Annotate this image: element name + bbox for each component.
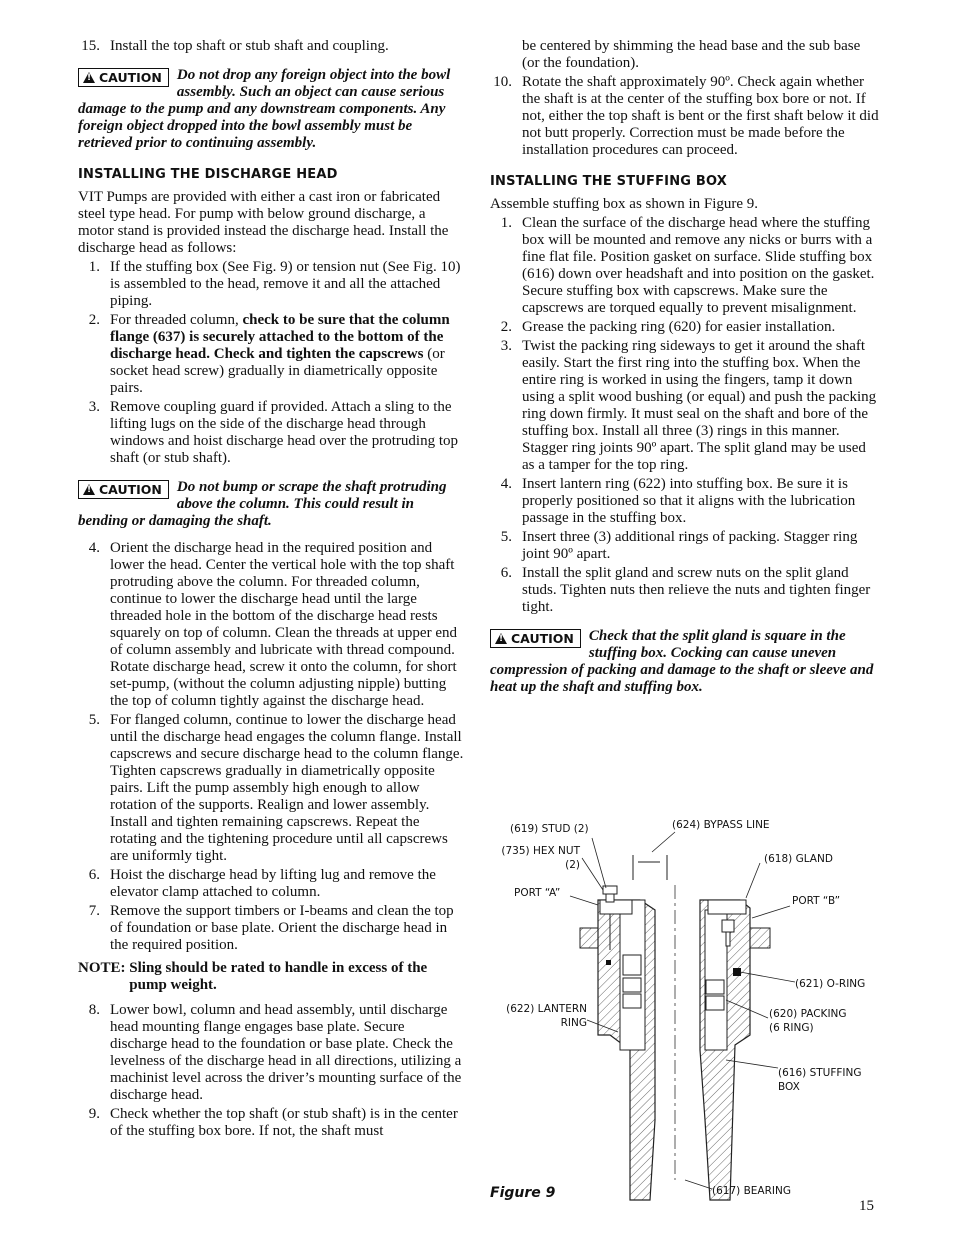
discharge-steps-b bbox=[78, 540, 464, 954]
step-number: 5. bbox=[500, 529, 512, 545]
label-bearing: (617) BEARING bbox=[712, 1185, 791, 1197]
list-item bbox=[78, 867, 464, 901]
list-item bbox=[78, 399, 464, 467]
label-o-ring: (621) O-RING bbox=[795, 978, 866, 990]
list-item bbox=[490, 476, 880, 527]
left-section bbox=[580, 886, 655, 1200]
step-number: 3. bbox=[500, 338, 512, 354]
discharge-steps-c bbox=[78, 1002, 464, 1140]
caution-badge: ! CAUTION bbox=[78, 480, 169, 499]
step-number: 9. bbox=[88, 1106, 100, 1122]
right-column bbox=[490, 38, 880, 706]
label-bypass-line: (624) BYPASS LINE bbox=[672, 819, 770, 831]
step-9-continued bbox=[490, 38, 880, 72]
label-stud: (619) STUD (2) bbox=[510, 823, 589, 835]
step-text: Twist the packing ring sideways to get it around the shaft easily. Start the first ring into the stuffing box. When the entire ring is worked in using the fingers, tamp it down using a split wood bushing (or equal) and push the packing ring down firmly. It must seal on the shaft and bore of the stuffing box. Install all three (3) rings in this manner. Stagger ring joints 90º apart. The split gland may be used as a tamper for the top ring. bbox=[522, 338, 877, 473]
list-item bbox=[490, 338, 880, 474]
list-item bbox=[490, 215, 880, 317]
step-text: For flanged column, continue to lower the discharge head until the discharge head engages the column flange. Install capscrews and secure discharge head to the column flange. Tighten capscrews gradually in diametrically opposite pairs. Lift the pump assembly high enough to allow rotation of the supports. Realign and lower assembly. Install and tighten remaining capscrews. Repeat the rotating and the tightening procedure until all capscrews are uniformly tight. bbox=[110, 712, 464, 864]
step-number: 15. bbox=[81, 38, 100, 54]
step-text: Insert three (3) additional rings of packing. Stagger ring joint 90º apart. bbox=[522, 529, 858, 562]
list-item bbox=[78, 312, 464, 397]
discharge-steps-a bbox=[78, 259, 464, 467]
section-heading-discharge: INSTALLING THE DISCHARGE HEAD bbox=[78, 167, 338, 182]
caution-text: Check that the split gland is square in the stuffing box. Cocking can cause uneven compression of packing and damage to the shaft or sleeve and heat up the shaft and stuffing box. bbox=[490, 628, 874, 695]
label-lantern-ring: (622) LANTERN RING bbox=[506, 1003, 587, 1029]
step-text: Rotate the shaft approximately 90º. Check again whether the shaft is at the center of the stuffing box bore or not. If not, either the top shaft is bent or the first shaft below it did not butt properly. Correction must be made before the installation procedures can proceed. bbox=[522, 74, 879, 158]
step-text: Hoist the discharge head by lifting lug and remove the elevator clamp attached to column. bbox=[110, 867, 436, 900]
label-hex-nut: (735) HEX NUT (2) bbox=[501, 845, 580, 871]
step-number: 1. bbox=[88, 259, 100, 275]
step-text: If the stuffing box (See Fig. 9) or tension nut (See Fig. 10) is assembled to the head, remove it and all the attached piping. bbox=[110, 259, 461, 309]
list-item bbox=[490, 529, 880, 563]
step-number: 6. bbox=[88, 867, 100, 883]
list-item bbox=[490, 319, 880, 336]
label-port-b: PORT “B” bbox=[792, 895, 841, 907]
figure-9 bbox=[490, 800, 890, 1210]
step-text: Grease the packing ring (620) for easier installation. bbox=[522, 319, 836, 335]
step-number: 2. bbox=[500, 319, 512, 335]
step-number: 4. bbox=[500, 476, 512, 492]
right-section bbox=[700, 900, 770, 1200]
list-item bbox=[490, 565, 880, 616]
step-text: Lower bowl, column and head assembly, until discharge head mounting flange engages base plate. Secure discharge head to the foundation or base plate. Check the levelness of the discharge head in all directions, utilizing a machinist level across the driver’s mounting surface of the discharge head. bbox=[110, 1002, 462, 1103]
caution-text: Do not bump or scrape the shaft protruding above the column. This could result in bending or damaging the shaft. bbox=[78, 479, 447, 529]
step-number: 8. bbox=[88, 1002, 100, 1018]
list-item bbox=[78, 259, 464, 310]
step-number: 2. bbox=[88, 312, 100, 328]
figure-caption: Figure 9 bbox=[490, 1185, 556, 1201]
step-10 bbox=[490, 74, 880, 159]
caution-note-1 bbox=[78, 67, 464, 152]
step-number: 10. bbox=[493, 74, 512, 90]
caution-note-2 bbox=[78, 479, 464, 530]
stuffing-intro: Assemble stuffing box as shown in Figure 9. bbox=[490, 196, 759, 212]
label-packing: (620) PACKING (6 RING) bbox=[769, 1008, 847, 1034]
step-text: Install the split gland and screw nuts on the split gland studs. Tighten nuts then relieve the nuts and tighten finger tight. bbox=[522, 565, 871, 615]
step-number: 3. bbox=[88, 399, 100, 415]
warning-icon bbox=[495, 633, 507, 644]
list-item bbox=[78, 1002, 464, 1104]
section-heading-stuffing: INSTALLING THE STUFFING BOX bbox=[490, 174, 728, 189]
note-text: Sling should be rated to handle in excess of the pump weight. bbox=[129, 960, 428, 993]
step-number: 5. bbox=[88, 712, 100, 728]
step-text: Insert lantern ring (622) into stuffing box. Be sure it is properly positioned so that it aligns with the lubrication passage in the stuffing box. bbox=[522, 476, 856, 526]
step-15 bbox=[78, 38, 464, 55]
list-item bbox=[78, 903, 464, 954]
step-text: Install the top shaft or stub shaft and coupling. bbox=[110, 38, 389, 54]
step-number: 4. bbox=[88, 540, 100, 556]
caution-text: Do not drop any foreign object into the bowl assembly. Such an object can cause serious damage to the pump and any downstream components. Any foreign object dropped into the bowl assembly must be retrieved prior to continuing assembly. bbox=[78, 67, 451, 151]
label-gland: (618) GLAND bbox=[764, 853, 833, 865]
step-text: Orient the discharge head in the required position and lower the head. Center the vertical hole with the top shaft protruding above the column. For threaded column, continue to lower the discharge head until the large threaded hole in the bottom of the discharge head rests squarely on top of column. Clean the threads at upper end of column assembly and lubricate with thread compound. Rotate discharge head, screw it onto the column, for short set-pump, (without the column adjusting nipple) butting the top of column tightly against the discharge head. bbox=[110, 540, 457, 709]
caution-badge: ! CAUTION bbox=[490, 629, 581, 648]
list-item bbox=[78, 1106, 464, 1140]
list-item bbox=[78, 540, 464, 710]
step-number: 6. bbox=[500, 565, 512, 581]
step-text: Check whether the top shaft (or stub shaft) is in the center of the stuffing box bore. If not, the shaft must bbox=[110, 1106, 458, 1139]
step-number: 7. bbox=[88, 903, 100, 919]
discharge-intro: VIT Pumps are provided with either a cast iron or fabricated steel type head. For pump with below ground discharge, a motor stand is provided instead the discharge head. Install the discharge head as follows: bbox=[78, 189, 449, 256]
left-column bbox=[78, 38, 464, 1142]
step-text: be centered by shimming the head base and the sub base (or the foundation). bbox=[522, 38, 861, 71]
label-stuffing-box: (616) STUFFING BOX bbox=[778, 1067, 862, 1093]
warning-icon bbox=[83, 484, 95, 495]
page-number: 15 bbox=[859, 1198, 874, 1214]
warning-icon bbox=[83, 72, 95, 83]
step-text: For threaded column, check to be sure that the column flange (637) is securely attached to the bottom of the discharge head. Check and tighten the capscrews (or socket head screw) gradually in diametrically opposite pairs. bbox=[110, 312, 450, 396]
step-number: 1. bbox=[500, 215, 512, 231]
sling-note bbox=[78, 960, 464, 994]
caution-badge: ! CAUTION bbox=[78, 68, 169, 87]
step-text: Clean the surface of the discharge head where the stuffing box will be mounted and remove any nicks or burrs with a fine flat file. Position gasket on surface. Slide stuffing box (616) down over headshaft and into position on the gasket. Secure stuffing box with capscrews. Make sure the capscrews are torqued equally to prevent misalignment. bbox=[522, 215, 875, 316]
step-text: Remove coupling guard if provided. Attach a sling to the lifting lugs on the side of the discharge head through windows and hoist discharge head over the protruding top shaft (or stub shaft). bbox=[110, 399, 458, 466]
list-item bbox=[78, 712, 464, 865]
caution-note-3 bbox=[490, 628, 880, 696]
note-label: NOTE: bbox=[78, 960, 130, 976]
step-text: Remove the support timbers or I-beams and clean the top of foundation or base plate. Orient the discharge head in the required position. bbox=[110, 903, 454, 953]
stuffing-steps bbox=[490, 215, 880, 616]
label-port-a: PORT “A” bbox=[514, 887, 561, 899]
